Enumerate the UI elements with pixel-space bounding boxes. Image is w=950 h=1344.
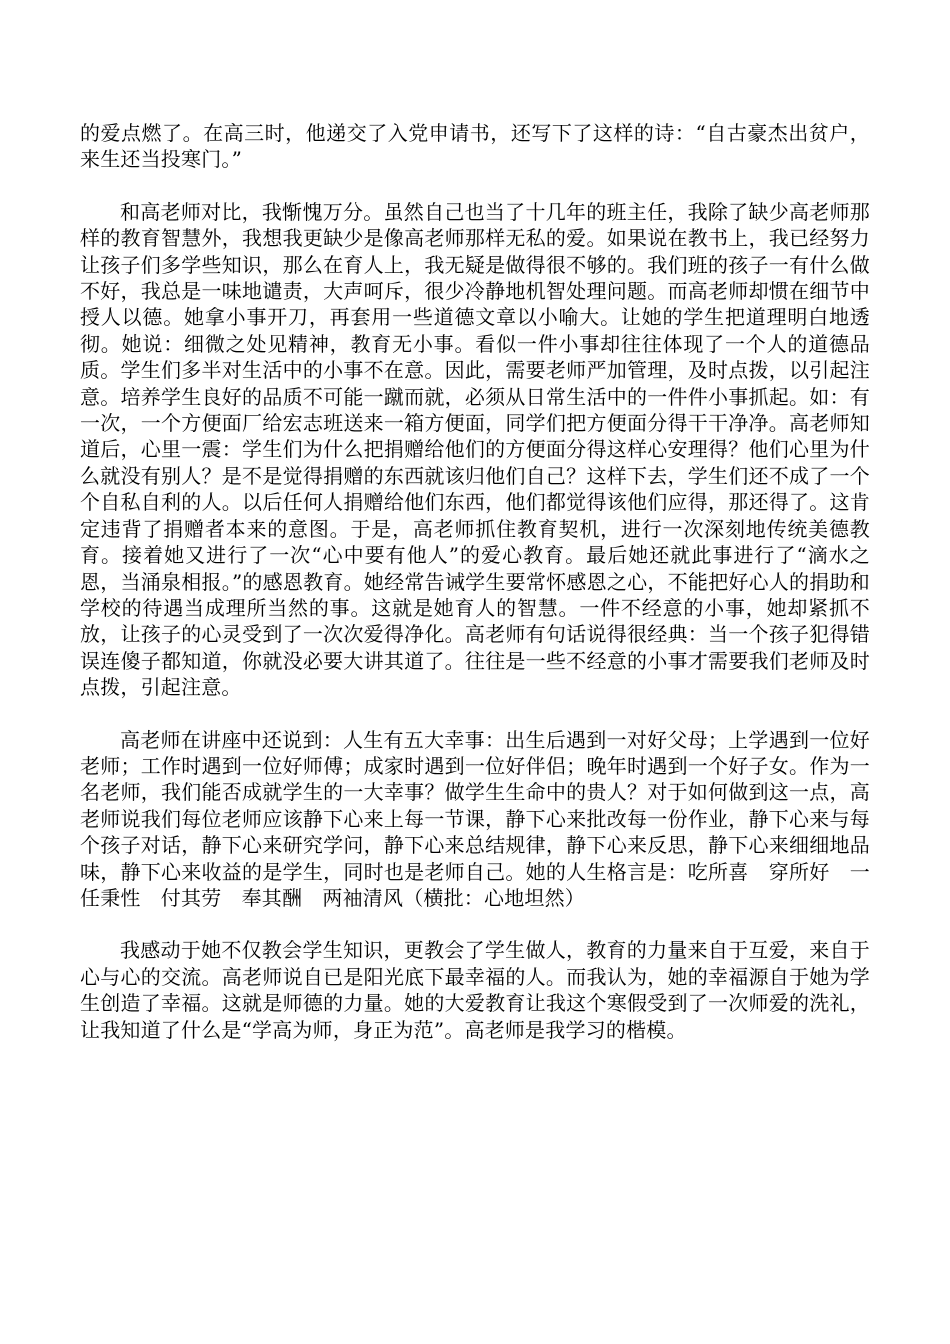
document-body	[80, 120, 870, 1043]
paragraph-comparison: 和高老师对比，我惭愧万分。虽然自己也当了十几年的班主任，我除了缺少高老师那样的教育智慧外，我想我更缺少是像高老师那样无私的爱。如果说在教书上，我已经努力让孩子们多学些知识，那么在育人上，我无疑是做得很不够的。我们班的孩子一有什么做不好，我总是一味地谴责，大声呵斥，很少冷静地机智处理问题。而高老师却惯在细节中授人以德。她拿小事开刀，再套用一些道德文章以小喻大。让她的学生把道理明白地透彻。她说：细微之处见精神，教育无小事。看似一件小事却往往体现了一个人的道德品质。学生们多半对生活中的小事不在意。因此，需要老师严加管理，及时点拨，以引起注意。培养学生良好的品质不可能一蹴而就，必须从日常生活中的一件件小事抓起。如：有一次，一个方便面厂给宏志班送来一箱方便面，同学们把方便面分得干干净净。高老师知道后，心里一震：学生们为什么把捐赠给他们的方便面分得这样心安理得？他们心里为什么就没有别人？是不是觉得捐赠的东西就该归他们自己？这样下去，学生们还不成了一个个自私自利的人。以后任何人捐赠给他们东西，他们都觉得该他们应得，那还得了。这肯定违背了捐赠者本来的意图。于是，高老师抓住教育契机，进行一次深刻地传统美德教育。接着她又进行了一次“心中要有他人”的爱心教育。最后她还就此事进行了“滴水之恩，当涌泉相报。”的感恩教育。她经常告诫学生要常怀感恩之心，不能把好心人的捐助和学校的待遇当成理所当然的事。这就是她育人的智慧。一件不经意的小事，她却紧抓不放，让孩子的心灵受到了一次次爱得净化。高老师有句话说得很经典：当一个孩子犯得错误连傻子都知道，你就没必要大讲其道了。往往是一些不经意的小事才需要我们老师及时点拨，引起注意。	[80, 199, 870, 700]
paragraph-conclusion: 我感动于她不仅教会学生知识，更教会了学生做人，教育的力量来自于互爱，来自于心与心的交流。高老师说自已是阳光底下最幸福的人。而我认为，她的幸福源自于她为学生创造了幸福。这就是师德的力量。她的大爱教育让我这个寒假受到了一次师爱的洗礼，让我知道了什么是“学高为师，身正为范”。高老师是我学习的楷模。	[80, 938, 870, 1042]
paragraph-five-fortunes: 高老师在讲座中还说到：人生有五大幸事：出生后遇到一对好父母；上学遇到一位好老师；工作时遇到一位好师傅；成家时遇到一位好伴侣；晚年时遇到一个好子女。作为一名老师，我们能否成就学生的一大幸事？做学生生命中的贵人？对于如何做到这一点，高老师说我们每位老师应该静下心来上每一节课，静下心来批改每一份作业，静下心来与每个孩子对话，静下心来研究学问，静下心来总结规律，静下心来反思，静下心来细细地品味，静下心来收益的是学生，同时也是老师自己。她的人生格言是：吃所喜 穿所好 一任秉性 付其劳 奉其酬 两袖清风（横批：心地坦然）	[80, 727, 870, 910]
paragraph-continuation: 的爱点燃了。在高三时，他递交了入党申请书，还写下了这样的诗：“自古豪杰出贫户，来生还当投寒门。”	[80, 121, 870, 172]
